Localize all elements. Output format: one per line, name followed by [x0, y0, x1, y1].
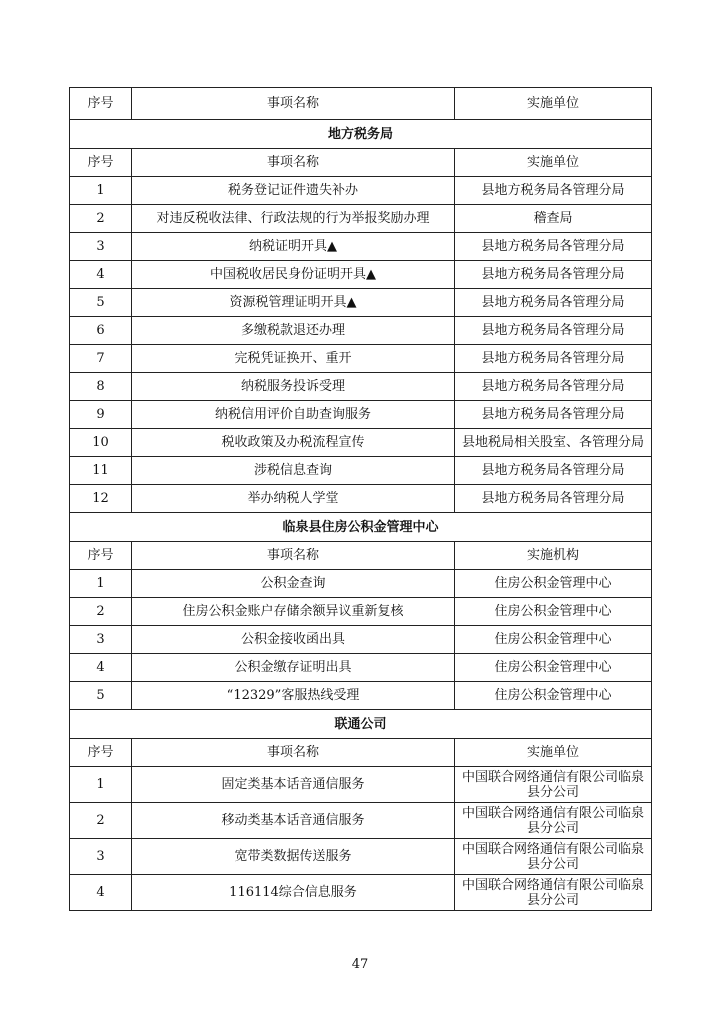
row-item-name: 116114综合信息服务 [132, 875, 455, 911]
row-index: 12 [70, 485, 132, 513]
table-row [70, 233, 652, 261]
row-item-name: “12329”客服热线受理 [132, 682, 455, 710]
row-unit: 县地方税务局各管理分局 [455, 485, 652, 513]
row-unit: 县地方税务局各管理分局 [455, 261, 652, 289]
table-row [70, 401, 652, 429]
table-row [70, 803, 652, 839]
header-cell-unit: 实施单位 [455, 88, 652, 120]
row-index: 2 [70, 205, 132, 233]
row-item-name: 移动类基本话音通信服务 [132, 803, 455, 839]
table-row [70, 289, 652, 317]
row-index: 4 [70, 875, 132, 911]
header-cell-index: 序号 [70, 88, 132, 120]
column-header-cell: 实施单位 [455, 149, 652, 177]
column-header-cell: 实施机构 [455, 542, 652, 570]
row-index: 4 [70, 261, 132, 289]
row-index: 1 [70, 570, 132, 598]
table-header-row [70, 88, 652, 120]
row-index: 1 [70, 767, 132, 803]
section-column-header-row [70, 542, 652, 570]
row-unit: 县地方税务局各管理分局 [455, 177, 652, 205]
section-title-row [70, 710, 652, 739]
row-item-name: 公积金查询 [132, 570, 455, 598]
header-cell-item: 事项名称 [132, 88, 455, 120]
row-unit: 县地方税务局各管理分局 [455, 345, 652, 373]
row-index: 2 [70, 803, 132, 839]
row-unit: 住房公积金管理中心 [455, 682, 652, 710]
row-item-name: 举办纳税人学堂 [132, 485, 455, 513]
row-unit: 中国联合网络通信有限公司临泉县分公司 [455, 875, 652, 911]
row-item-name: 宽带类数据传送服务 [132, 839, 455, 875]
row-unit: 县地方税务局各管理分局 [455, 233, 652, 261]
row-unit: 县地方税务局各管理分局 [455, 317, 652, 345]
table-row [70, 457, 652, 485]
row-unit: 县地方税务局各管理分局 [455, 457, 652, 485]
table-row [70, 261, 652, 289]
row-unit: 中国联合网络通信有限公司临泉县分公司 [455, 803, 652, 839]
table-row [70, 626, 652, 654]
row-item-name: 税务登记证件遗失补办 [132, 177, 455, 205]
row-unit: 县地方税务局各管理分局 [455, 373, 652, 401]
row-item-name: 完税凭证换开、重开 [132, 345, 455, 373]
row-item-name: 多缴税款退还办理 [132, 317, 455, 345]
table-row [70, 345, 652, 373]
row-index: 7 [70, 345, 132, 373]
row-index: 4 [70, 654, 132, 682]
table-row [70, 839, 652, 875]
row-unit: 住房公积金管理中心 [455, 626, 652, 654]
row-unit: 住房公积金管理中心 [455, 598, 652, 626]
row-unit: 县地方税务局各管理分局 [455, 289, 652, 317]
column-header-cell: 序号 [70, 542, 132, 570]
row-item-name: 住房公积金账户存储余额异议重新复核 [132, 598, 455, 626]
row-unit: 县地方税务局各管理分局 [455, 401, 652, 429]
column-header-cell: 事项名称 [132, 542, 455, 570]
row-unit: 住房公积金管理中心 [455, 654, 652, 682]
row-index: 5 [70, 682, 132, 710]
row-item-name: 纳税服务投诉受理 [132, 373, 455, 401]
row-item-name: 涉税信息查询 [132, 457, 455, 485]
row-item-name: 资源税管理证明开具▲ [132, 289, 455, 317]
row-unit: 住房公积金管理中心 [455, 570, 652, 598]
row-index: 5 [70, 289, 132, 317]
services-table [69, 87, 652, 911]
table-row [70, 177, 652, 205]
table-row [70, 682, 652, 710]
row-index: 9 [70, 401, 132, 429]
row-index: 10 [70, 429, 132, 457]
table-row [70, 429, 652, 457]
section-column-header-row [70, 739, 652, 767]
table-row [70, 570, 652, 598]
section-title: 联通公司 [70, 710, 652, 739]
row-index: 6 [70, 317, 132, 345]
column-header-cell: 序号 [70, 739, 132, 767]
row-unit: 县地税局相关股室、各管理分局 [455, 429, 652, 457]
section-title: 临泉县住房公积金管理中心 [70, 513, 652, 542]
row-unit: 中国联合网络通信有限公司临泉县分公司 [455, 839, 652, 875]
row-item-name: 公积金接收函出具 [132, 626, 455, 654]
row-unit: 稽查局 [455, 205, 652, 233]
row-index: 3 [70, 839, 132, 875]
row-index: 3 [70, 626, 132, 654]
table-row [70, 373, 652, 401]
row-index: 3 [70, 233, 132, 261]
row-item-name: 纳税证明开具▲ [132, 233, 455, 261]
table-row [70, 485, 652, 513]
table-row [70, 598, 652, 626]
row-item-name: 固定类基本话音通信服务 [132, 767, 455, 803]
column-header-cell: 实施单位 [455, 739, 652, 767]
row-item-name: 公积金缴存证明出具 [132, 654, 455, 682]
row-index: 11 [70, 457, 132, 485]
row-index: 2 [70, 598, 132, 626]
row-item-name: 税收政策及办税流程宣传 [132, 429, 455, 457]
table-row [70, 767, 652, 803]
row-index: 1 [70, 177, 132, 205]
column-header-cell: 事项名称 [132, 739, 455, 767]
column-header-cell: 事项名称 [132, 149, 455, 177]
section-column-header-row [70, 149, 652, 177]
page-number: 47 [351, 957, 369, 972]
section-title-row [70, 120, 652, 149]
table-row [70, 875, 652, 911]
section-title-row [70, 513, 652, 542]
table-row [70, 317, 652, 345]
row-unit: 中国联合网络通信有限公司临泉县分公司 [455, 767, 652, 803]
section-title: 地方税务局 [70, 120, 652, 149]
row-item-name: 对违反税收法律、行政法规的行为举报奖励办理 [132, 205, 455, 233]
row-item-name: 纳税信用评价自助查询服务 [132, 401, 455, 429]
table-row [70, 654, 652, 682]
row-index: 8 [70, 373, 132, 401]
table-row [70, 205, 652, 233]
row-item-name: 中国税收居民身份证明开具▲ [132, 261, 455, 289]
column-header-cell: 序号 [70, 149, 132, 177]
